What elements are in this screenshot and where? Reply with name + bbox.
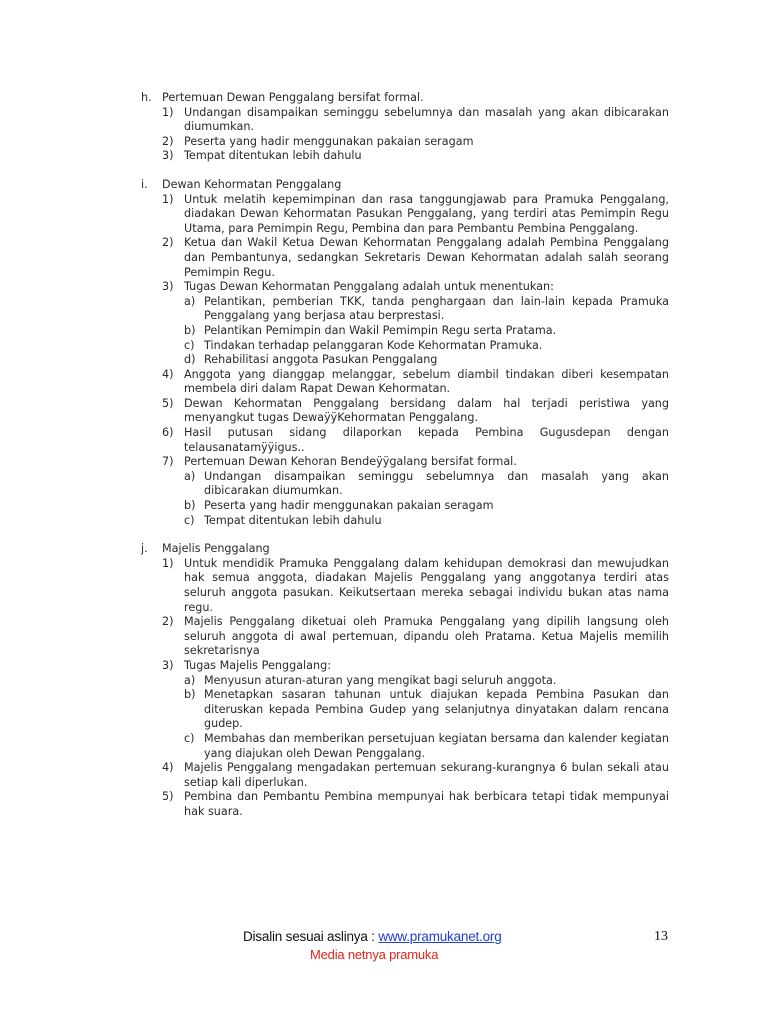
- footer-source-line: [243, 929, 502, 944]
- item-text: Anggota yang dianggap melanggar, sebelum diambil tindakan diberi kesempatan membela diri dalam Rapat Dewan Kehormatan.: [184, 367, 669, 396]
- section-letter: h.: [141, 91, 152, 104]
- item-text: Majelis Penggalang mengadakan pertemuan sekurang-kurangnya 6 bulan sekali atau setiap kali diperlukan.: [184, 761, 669, 789]
- item-content: [184, 368, 669, 397]
- section-title: Majelis Penggalang: [162, 542, 270, 556]
- list-item: [141, 280, 669, 368]
- item-number: 1): [162, 556, 174, 570]
- item-text: Dewan Kehormatan Penggalang bersidang dalam hal terjadi peristiwa yang menyangkut tugas DewaÿÿKehormatan Penggalang.: [184, 396, 669, 425]
- item-text: Peserta yang hadir menggunakan pakaian seragam: [184, 134, 474, 148]
- item-number: 1): [162, 105, 174, 119]
- item-number: 5): [162, 396, 174, 410]
- list-item: [141, 615, 669, 659]
- item-content: [184, 455, 669, 528]
- sub-item-text: Tempat ditentukan lebih dahulu: [204, 513, 382, 527]
- sub-list-item: [184, 732, 669, 761]
- item-number: 3): [162, 280, 174, 294]
- section-letter: i.: [141, 177, 148, 191]
- list-item: [141, 397, 669, 426]
- list-item: [141, 193, 669, 237]
- sub-item-letter: a): [184, 673, 196, 687]
- sub-list-item: [184, 674, 669, 689]
- list-item: [141, 135, 669, 150]
- item-number: 2): [162, 134, 174, 148]
- sub-item-text: Pelantikan Pemimpin dan Wakil Pemimpin Regu serta Pratama.: [204, 323, 557, 337]
- item-content: [184, 135, 669, 150]
- section-letter: j.: [141, 542, 148, 556]
- section-heading: [141, 542, 669, 557]
- numbered-list: [141, 557, 669, 820]
- section-heading: [141, 91, 669, 106]
- sub-item-letter: b): [184, 688, 196, 702]
- item-number: 2): [162, 615, 174, 629]
- item-text: Pembina dan Pembantu Pembina mempunyai hak berbicara tetapi tidak mempunyai hak suara.: [184, 790, 669, 818]
- section-h: [141, 91, 669, 164]
- list-item: [141, 557, 669, 615]
- sub-list-item: [184, 295, 669, 324]
- item-content: [184, 615, 669, 659]
- sub-item-text: Menyusun aturan-aturan yang mengikat bagi seluruh anggota.: [204, 673, 557, 687]
- page-number: 13: [654, 929, 668, 944]
- item-content: [184, 557, 669, 615]
- item-content: [184, 149, 669, 164]
- list-item: [141, 659, 669, 761]
- footer-tagline: Media netnya pramuka: [310, 947, 439, 962]
- item-number: 1): [162, 192, 174, 206]
- item-number: 6): [162, 426, 174, 440]
- item-text: Tempat ditentukan lebih dahulu: [184, 149, 362, 163]
- sub-list-item: [184, 514, 669, 529]
- item-content: [184, 659, 669, 761]
- item-number: 2): [162, 236, 174, 250]
- section-title: Pertemuan Dewan Penggalang bersifat formal.: [162, 91, 424, 104]
- item-number: 3): [162, 149, 174, 163]
- item-content: [184, 280, 669, 368]
- sub-list-item: [184, 339, 669, 354]
- list-item: [141, 426, 669, 455]
- section-heading: [141, 178, 669, 193]
- sub-list-item: [184, 470, 669, 499]
- list-item: [141, 149, 669, 164]
- item-text: Tugas Dewan Kehormatan Penggalang adalah untuk menentukan:: [184, 280, 554, 294]
- item-text: Majelis Penggalang diketuai oleh Pramuka Penggalang yang dipilih langsung oleh seluruh anggota di awal pertemuan, dipandu oleh Pratama. Ketua Majelis memilih sekretarisnya: [184, 615, 669, 658]
- item-content: [184, 397, 669, 426]
- section-title: Dewan Kehormatan Penggalang: [162, 177, 342, 191]
- item-text: Ketua dan Wakil Ketua Dewan Kehormatan Penggalang adalah Pembina Penggalang dan Pembantunya, sedangkan Sekretaris Dewan Kehormatan adalah salah seorang Pemimpin Regu.: [184, 236, 669, 279]
- sub-list: [184, 674, 669, 762]
- sub-item-text: Menetapkan sasaran tahunan untuk diajukan kepada Pembina Pasukan dan diteruskan kepada Pembina Gudep yang selanjutnya dinyatakan dalam rencana gudep.: [204, 688, 669, 731]
- sub-item-letter: c): [184, 338, 195, 352]
- sub-item-letter: d): [184, 353, 196, 367]
- sub-item-text: Rehabilitasi anggota Pasukan Penggalang: [204, 353, 438, 367]
- sub-list-item: [184, 324, 669, 339]
- footer-website-link[interactable]: www.pramukanet.org: [378, 929, 502, 944]
- item-number: 5): [162, 790, 174, 804]
- sub-item-text: Membahas dan memberikan persetujuan kegiatan bersama dan kalender kegiatan yang diajukan oleh Dewan Penggalang.: [204, 731, 669, 760]
- numbered-list: [141, 193, 669, 529]
- list-item: [141, 106, 669, 135]
- list-item: [141, 455, 669, 528]
- item-content: [184, 426, 669, 455]
- sub-item-text: Tindakan terhadap pelanggaran Kode Kehormatan Pramuka.: [204, 338, 543, 352]
- sub-item-letter: b): [184, 323, 196, 337]
- sub-list: [184, 295, 669, 368]
- item-number: 4): [162, 761, 174, 775]
- sub-list-item: [184, 499, 669, 514]
- sub-list: [184, 470, 669, 528]
- item-content: [184, 193, 669, 237]
- item-content: [184, 106, 669, 135]
- sub-list-item: [184, 688, 669, 732]
- list-item: [141, 761, 669, 790]
- item-number: 4): [162, 367, 174, 381]
- document-body: [141, 91, 669, 834]
- list-item: [141, 368, 669, 397]
- section-j: [141, 542, 669, 819]
- section-i: [141, 178, 669, 528]
- item-text: Pertemuan Dewan Kehoran Bendeÿÿgalang bersifat formal.: [184, 455, 517, 469]
- sub-item-letter: b): [184, 499, 196, 513]
- sub-item-text: Peserta yang hadir menggunakan pakaian seragam: [204, 499, 494, 513]
- item-text: Untuk melatih kepemimpinan dan rasa tanggungjawab para Pramuka Penggalang, diadakan Dewan Kehormatan Pasukan Penggalang, yang terdiri atas Pemimpin Regu Utama, para Pemimpin Regu, Pembina dan para Pembantu Pembina Penggalang.: [184, 192, 669, 235]
- item-text: Tugas Majelis Penggalang:: [184, 658, 331, 672]
- sub-item-text: Pelantikan, pemberian TKK, tanda penghargaan dan lain-lain kepada Pramuka Penggalang yang berjasa atau berprestasi.: [204, 294, 669, 323]
- item-text: Untuk mendidik Pramuka Penggalang dalam kehidupan demokrasi dan mewujudkan hak semua anggota, diadakan Majelis Penggalang yang anggotanya terdiri atas seluruh anggota pasukan. Keikutsertaan mereka sebagai individu bukan atas nama regu.: [184, 556, 669, 614]
- sub-item-letter: a): [184, 294, 196, 308]
- item-content: [184, 236, 669, 280]
- item-text: Hasil putusan sidang dilaporkan kepada Pembina Gugusdepan dengan telausanatamÿÿigus..: [184, 426, 669, 454]
- list-item: [141, 236, 669, 280]
- sub-item-letter: c): [184, 513, 195, 527]
- sub-item-text: Undangan disampaikan seminggu sebelumnya dan masalah yang akan dibicarakan diumumkan.: [204, 469, 669, 498]
- list-item: [141, 790, 669, 819]
- item-text: Undangan disampaikan seminggu sebelumnya dan masalah yang akan dibicarakan diumumkan.: [184, 105, 669, 134]
- item-number: 7): [162, 455, 174, 469]
- item-content: [184, 761, 669, 790]
- footer-prefix: Disalin sesuai aslinya :: [243, 929, 379, 944]
- sub-list-item: [184, 353, 669, 368]
- numbered-list: [141, 106, 669, 164]
- item-number: 3): [162, 658, 174, 672]
- item-content: [184, 790, 669, 819]
- sub-item-letter: a): [184, 469, 196, 483]
- sub-item-letter: c): [184, 731, 195, 745]
